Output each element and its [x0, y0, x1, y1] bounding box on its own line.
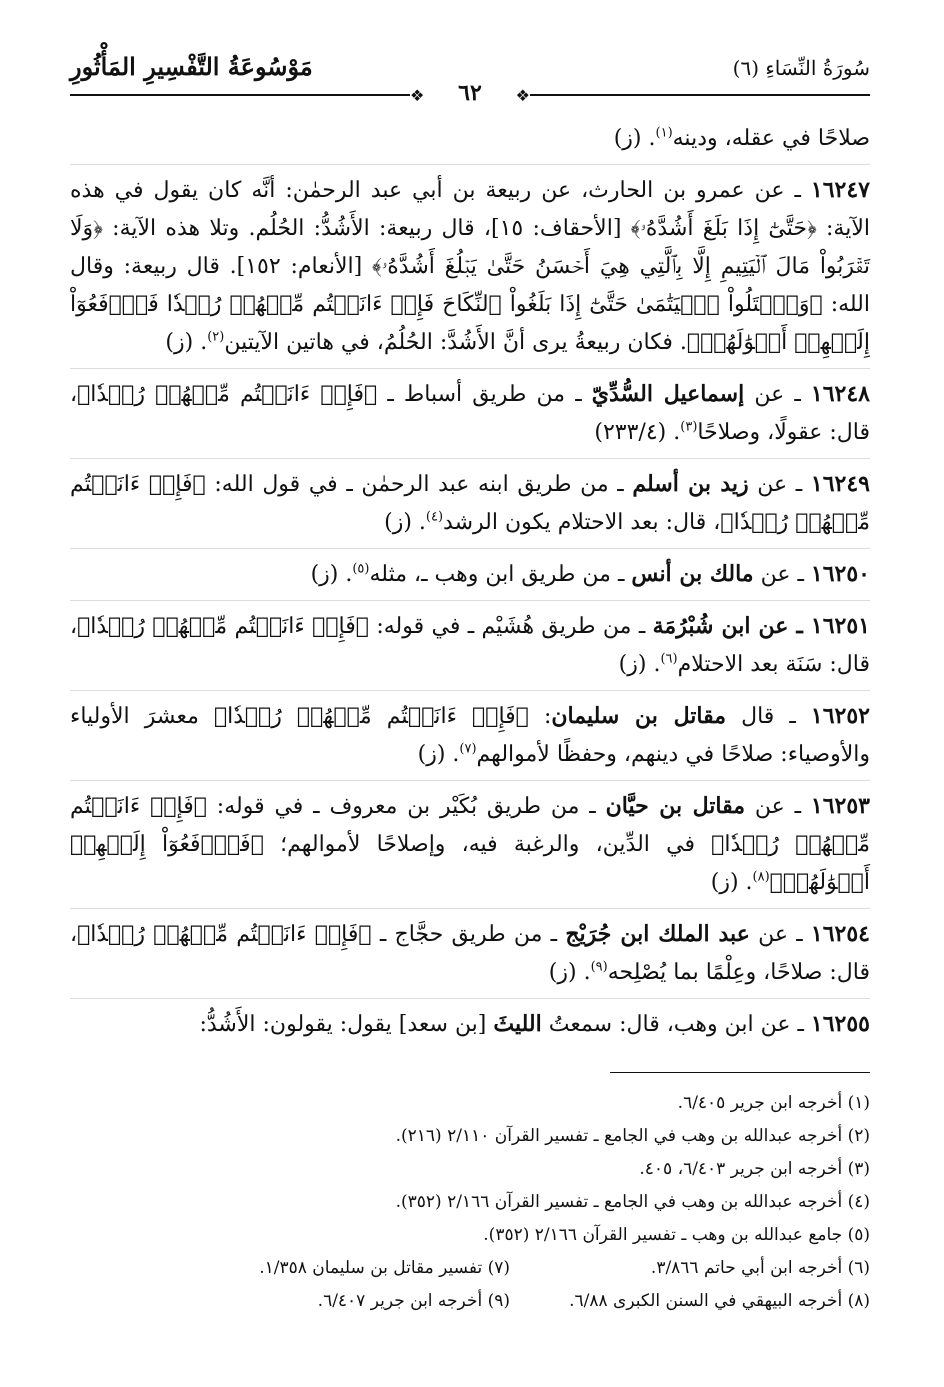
page: [70, 50, 870, 1318]
hadith-number: ١٦٢٤٧: [810, 177, 870, 203]
footnote: (٢) أخرجه عبدالله بن وهب في الجامع ـ تفسير القرآن ٢/١١٠ (٢١٦).: [395, 1126, 870, 1146]
paragraph: ١٦٢٥٣ ـ عن مقاتل بن حيَّان ـ من طريق بُكَيْر بن معروف ـ في قوله: ﴿فَإِنۡ ءَانَسۡتُم مِّنۡهُمۡ رُشۡدٗا﴾ في الدِّين، والرغبة فيه، وإصلاحًا لأموالهم؛ ﴿فَٱدۡفَعُوٓاْ إِلَيۡهِمۡ أَمۡوَٰلَهُمۡ﴾$^{(٨)}$. (ز): [70, 787, 870, 909]
footnote: (١) أخرجه ابن جرير ٦/٤٠٥.: [677, 1093, 870, 1113]
book-title: مَوْسُوعَةُ التَّفْسِيرِ المَأْثُورِ: [70, 52, 313, 81]
main-text: [70, 120, 870, 1050]
narrator-name: الليثَ: [493, 1011, 542, 1037]
paragraph: ١٦٢٥٤ ـ عن عبد الملك ابن جُرَيْج ـ من طريق حجَّاج ـ ﴿فَإِنۡ ءَانَسۡتُم مِّنۡهُمۡ رُشۡدٗا﴾، قال: صلاحًا، وعِلْمًا بما يُصْلِحه$^{(٩)}$. (ز): [70, 915, 870, 999]
footnote-divider: [610, 1072, 870, 1073]
footnote: (٨) أخرجه البيهقي في السنن الكبرى ٦/٨٨.: [569, 1291, 870, 1311]
narrator-name: مقاتل بن حيَّان: [605, 793, 746, 819]
page-header: [70, 50, 870, 106]
narrator-name: مالك بن أنس: [631, 561, 754, 587]
narrator-name: عبد الملك ابن جُرَيْج: [565, 921, 750, 947]
hadith-number: ١٦٢٥٤: [810, 921, 870, 947]
narrator-name: إسماعيل السُّدِّيّ: [591, 381, 745, 407]
footnote: (٩) أخرجه ابن جرير ٦/٤٠٧.: [317, 1291, 510, 1311]
hadith-number: ١٦٢٥٥: [810, 1011, 870, 1037]
paragraph: ١٦٢٤٧ ـ عن عمرو بن الحارث، عن ربيعة بن أبي عبد الرحمٰن: أنَّه كان يقول في هذه الآية: ﴿حَتَّىٰٓ إِذَا بَلَغَ أَشُدَّهُۥ﴾ [الأحقاف: ١٥]، قال ربيعة: الأَشُدُّ: الحُلُم. وتلا هذه الآية: ﴿وَلَا تَقۡرَبُواْ مَالَ ٱلۡيَتِيمِ إِلَّا بِٱلَّتِي هِيَ أَحۡسَنُ حَتَّىٰ يَبۡلُغَ أَشُدَّهُۥ﴾ [الأنعام: ١٥٢]. قال ربيعة: وقال الله: ﴿وَٱبۡتَلُواْ ٱلۡيَتَٰمَىٰ حَتَّىٰٓ إِذَا بَلَغُواْ ٱلنِّكَاحَ فَإِنۡ ءَانَسۡتُم مِّنۡهُمۡ رُشۡدٗا فَٱدۡفَعُوٓاْ إِلَيۡهِمۡ أَمۡوَٰلَهُمۡ﴾. فكان ربيعةُ يرى أنَّ الأَشُدَّ: الحُلُمُ، في هاتين الآيتين$^{(٢)}$. (ز): [70, 171, 870, 369]
page-number: ٦٢: [458, 80, 482, 106]
surah-title: سُورَةُ النِّسَاءِ (٦): [732, 56, 870, 80]
footnotes: [70, 1087, 870, 1318]
hadith-number: ١٦٢٥١: [810, 613, 870, 639]
narrator-name: مقاتل بن سليمان: [551, 703, 727, 729]
paragraph: ١٦٢٤٩ ـ عن زيد بن أسلم ـ من طريق ابنه عبد الرحمٰن ـ في قول الله: ﴿فَإِنۡ ءَانَسۡتُم مِّنۡهُمۡ رُشۡدٗا﴾، قال: بعد الاحتلام يكون الرشد$^{(٤)}$. (ز): [70, 465, 870, 549]
ornament-icon: ❖: [515, 86, 530, 105]
hadith-number: ١٦٢٤٨: [810, 381, 870, 407]
footnote: (٣) أخرجه ابن جرير ٦/٤٠٣، ٤٠٥.: [639, 1159, 870, 1179]
hadith-number: ١٦٢٥٠: [810, 561, 870, 587]
footnote-row: [70, 1285, 870, 1318]
paragraph: ١٦٢٥١ ـ عن ابن شُبْرُمَة ـ من طريق هُشَيْم ـ في قوله: ﴿فَإِنۡ ءَانَسۡتُم مِّنۡهُمۡ رُشۡدٗا﴾، قال: سَنَة بعد الاحتلام$^{(٦)}$. (ز): [70, 607, 870, 691]
paragraph: ١٦٢٥٥ ـ عن ابن وهب، قال: سمعتُ الليثَ [بن سعد] يقول: يقولون: الأَشُدُّ:: [199, 1011, 870, 1037]
hadith-number: ١٦٢٥٣: [810, 793, 870, 819]
footnote: (٥) جامع عبدالله بن وهب ـ تفسير القرآن ٢/١٦٦ (٣٥٢).: [483, 1225, 870, 1245]
footnote: (٧) تفسير مقاتل بن سليمان ١/٣٥٨.: [259, 1258, 510, 1278]
footnote: (٦) أخرجه ابن أبي حاتم ٣/٨٦٦.: [650, 1258, 870, 1278]
ornament-icon: ❖: [410, 86, 425, 105]
paragraph: ١٦٢٥٢ ـ قال مقاتل بن سليمان: ﴿فَإِنۡ ءَانَسۡتُم مِّنۡهُمۡ رُشۡدٗا﴾ معشرَ الأولياء والأوصياء: صلاحًا في دينهم، وحفظًا لأموالهم$^{(٧)}$. (ز): [70, 697, 870, 781]
paragraph: ١٦٢٤٨ ـ عن إسماعيل السُّدِّيّ ـ من طريق أسباط ـ ﴿فَإِنۡ ءَانَسۡتُم مِّنۡهُمۡ رُشۡدٗا﴾، قال: عقولًا، وصلاحًا$^{(٣)}$. (٢٣٣/٤): [70, 375, 870, 459]
hadith-number: ١٦٢٥٢: [810, 703, 870, 729]
paragraph: صلاحًا في عقله، ودينه$^{(١)}$. (ز): [70, 120, 870, 165]
hadith-number: ١٦٢٤٩: [810, 471, 870, 497]
footnote: (٤) أخرجه عبدالله بن وهب في الجامع ـ تفسير القرآن ٢/١٦٦ (٣٥٢).: [395, 1192, 870, 1212]
narrator-name: زيد بن أسلم: [632, 471, 749, 497]
footnote-row: [70, 1252, 870, 1285]
paragraph: ١٦٢٥٠ ـ عن مالك بن أنس ـ من طريق ابن وهب ـ، مثله$^{(٥)}$. (ز): [70, 555, 870, 601]
